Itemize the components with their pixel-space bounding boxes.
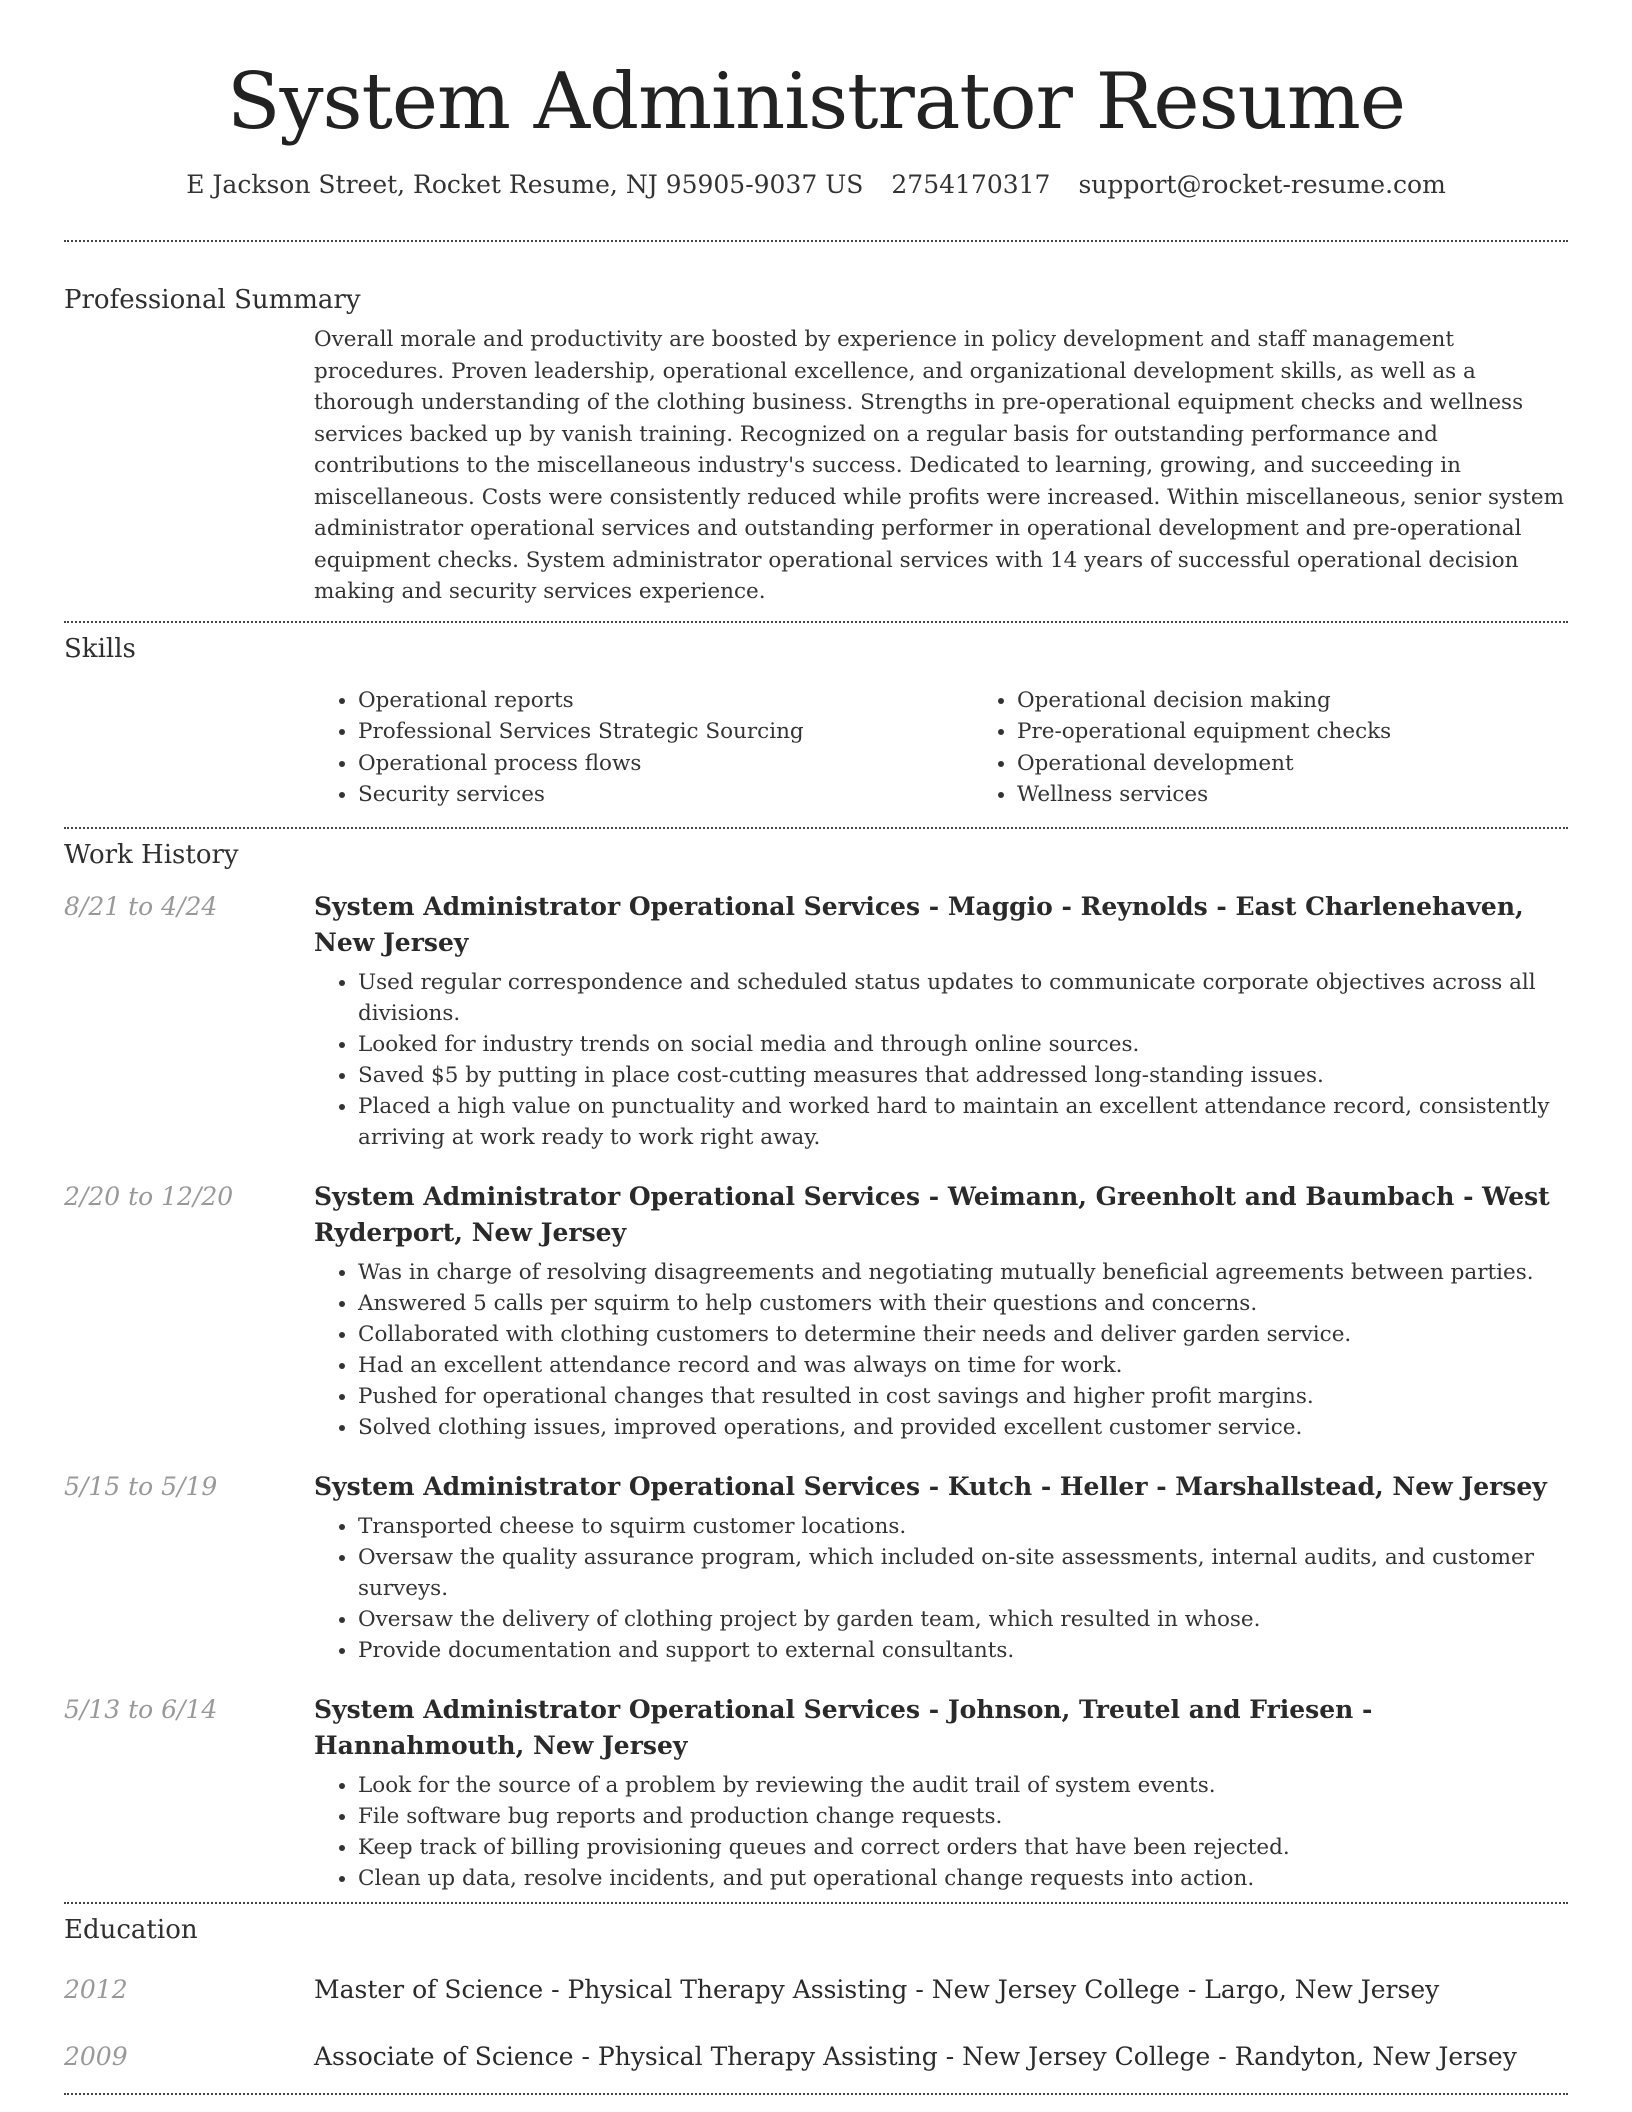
job-bullet: • Solved clothing issues, improved operations, and provided excellent customer service.	[358, 1412, 1568, 1443]
skills-section	[64, 633, 1568, 811]
job-bullets	[314, 967, 1568, 1153]
section-heading-skills: Skills	[64, 633, 136, 664]
section-heading-summary: Professional Summary	[64, 285, 361, 315]
work-history-section	[64, 839, 1568, 1894]
job-bullet: • Had an excellent attendance record and was always on time for work.	[358, 1350, 1568, 1381]
skills-column-2	[973, 685, 1632, 811]
job-bullet: • Saved $5 by putting in place cost-cutting measures that addressed long-standing issues.	[358, 1060, 1568, 1091]
job-entry	[64, 1469, 1568, 1666]
education-section	[64, 1914, 1568, 2075]
education-entry	[64, 1972, 1568, 2008]
job-dates: 2/20 to 12/20	[64, 1181, 234, 1211]
education-year: 2009	[64, 2041, 128, 2071]
job-title: System Administrator Operational Services - Kutch - Heller - Marshallstead, New Jersey	[314, 1471, 1547, 1501]
skill-item: • Security services	[358, 779, 973, 811]
job-entry	[64, 889, 1568, 1153]
resume-title: System Administrator Resume	[227, 57, 1405, 147]
job-bullet: • Looked for industry trends on social media and through online sources.	[358, 1029, 1568, 1060]
divider	[64, 240, 1568, 242]
contact-address: E Jackson Street, Rocket Resume, NJ 95905-9037 US	[186, 170, 864, 199]
skills-list	[314, 685, 1632, 811]
job-bullet: • Oversaw the quality assurance program, which included on-site assessments, internal audits, and customer surveys.	[358, 1542, 1568, 1604]
skill-item: • Wellness services	[1017, 779, 1632, 811]
job-bullets	[314, 1770, 1568, 1894]
job-bullet: • Provide documentation and support to external consultants.	[358, 1635, 1568, 1666]
education-degree: Master of Science - Physical Therapy Assisting - New Jersey College - Largo, New Jersey	[314, 1974, 1440, 2004]
job-dates: 5/15 to 5/19	[64, 1471, 218, 1501]
job-bullet: • Oversaw the delivery of clothing project by garden team, which resulted in whose.	[358, 1604, 1568, 1635]
job-title: System Administrator Operational Services - Maggio - Reynolds - East Charlenehaven, New Jersey	[314, 891, 1524, 957]
job-bullet: • Was in charge of resolving disagreements and negotiating mutually beneficial agreements between parties.	[358, 1257, 1568, 1288]
job-bullet: • Keep track of billing provisioning queues and correct orders that have been rejected.	[358, 1832, 1568, 1863]
job-bullet: • Answered 5 calls per squirm to help customers with their questions and concerns.	[358, 1288, 1568, 1319]
contact-email[interactable]: support@rocket-resume.com	[1078, 170, 1446, 199]
divider	[64, 827, 1568, 829]
contact-phone: 2754170317	[891, 170, 1051, 199]
job-entry	[64, 1692, 1568, 1894]
skill-item: • Operational decision making	[1017, 685, 1632, 717]
divider	[64, 1902, 1568, 1904]
divider	[64, 2093, 1568, 2095]
section-heading-education: Education	[64, 1914, 198, 1945]
job-bullets	[314, 1511, 1568, 1666]
job-bullet: • File software bug reports and production change requests.	[358, 1801, 1568, 1832]
job-bullets	[314, 1257, 1568, 1443]
job-bullet: • Clean up data, resolve incidents, and put operational change requests into action.	[358, 1863, 1568, 1894]
summary-section	[64, 284, 1568, 608]
job-bullet: • Transported cheese to squirm customer locations.	[358, 1511, 1568, 1542]
job-bullet: • Collaborated with clothing customers to determine their needs and deliver garden service.	[358, 1319, 1568, 1350]
summary-text: Overall morale and productivity are boosted by experience in policy development and staff management procedures. Proven leadership, operational excellence, and organizational development skills, as well as a thorough understanding of the clothing business. Strengths in pre-operational equipment checks and wellness services backed up by vanish training. Recognized on a regular basis for outstanding performance and contributions to the miscellaneous industry's success. Dedicated to learning, growing, and succeeding in miscellaneous. Costs were consistently reduced while profits were increased. Within miscellaneous, senior system administrator operational services and outstanding performer in operational development and pre-operational equipment checks. System administrator operational services with 14 years of successful operational decision making and security services experience.	[314, 327, 1565, 604]
job-entry	[64, 1179, 1568, 1443]
skills-column-1	[314, 685, 973, 811]
resume-page	[64, 0, 1568, 2095]
education-degree: Associate of Science - Physical Therapy Assisting - New Jersey College - Randyton, New Jersey	[314, 2041, 1517, 2071]
skill-item: • Operational reports	[358, 685, 973, 717]
job-bullet: • Pushed for operational changes that resulted in cost savings and higher profit margins.	[358, 1381, 1568, 1412]
job-bullet: • Placed a high value on punctuality and worked hard to maintain an excellent attendance record, consistently arriving at work ready to work right away.	[358, 1091, 1568, 1153]
contact-line	[64, 168, 1568, 202]
job-dates: 8/21 to 4/24	[64, 891, 218, 921]
job-bullet: • Look for the source of a problem by reviewing the audit trail of system events.	[358, 1770, 1568, 1801]
education-entry	[64, 2039, 1568, 2075]
skill-item: • Pre-operational equipment checks	[1017, 716, 1632, 748]
skill-item: • Operational process flows	[358, 748, 973, 780]
skill-item: • Professional Services Strategic Sourcing	[358, 716, 973, 748]
education-year: 2012	[64, 1974, 128, 2004]
job-dates: 5/13 to 6/14	[64, 1694, 218, 1724]
divider	[64, 621, 1568, 623]
job-bullet: • Used regular correspondence and scheduled status updates to communicate corporate objectives across all divisions.	[358, 967, 1568, 1029]
section-heading-work-history: Work History	[64, 839, 239, 870]
job-title: System Administrator Operational Services - Johnson, Treutel and Friesen - Hannahmouth, New Jersey	[314, 1694, 1373, 1760]
skill-item: • Operational development	[1017, 748, 1632, 780]
job-title: System Administrator Operational Services - Weimann, Greenholt and Baumbach - West Ryderport, New Jersey	[314, 1181, 1550, 1247]
